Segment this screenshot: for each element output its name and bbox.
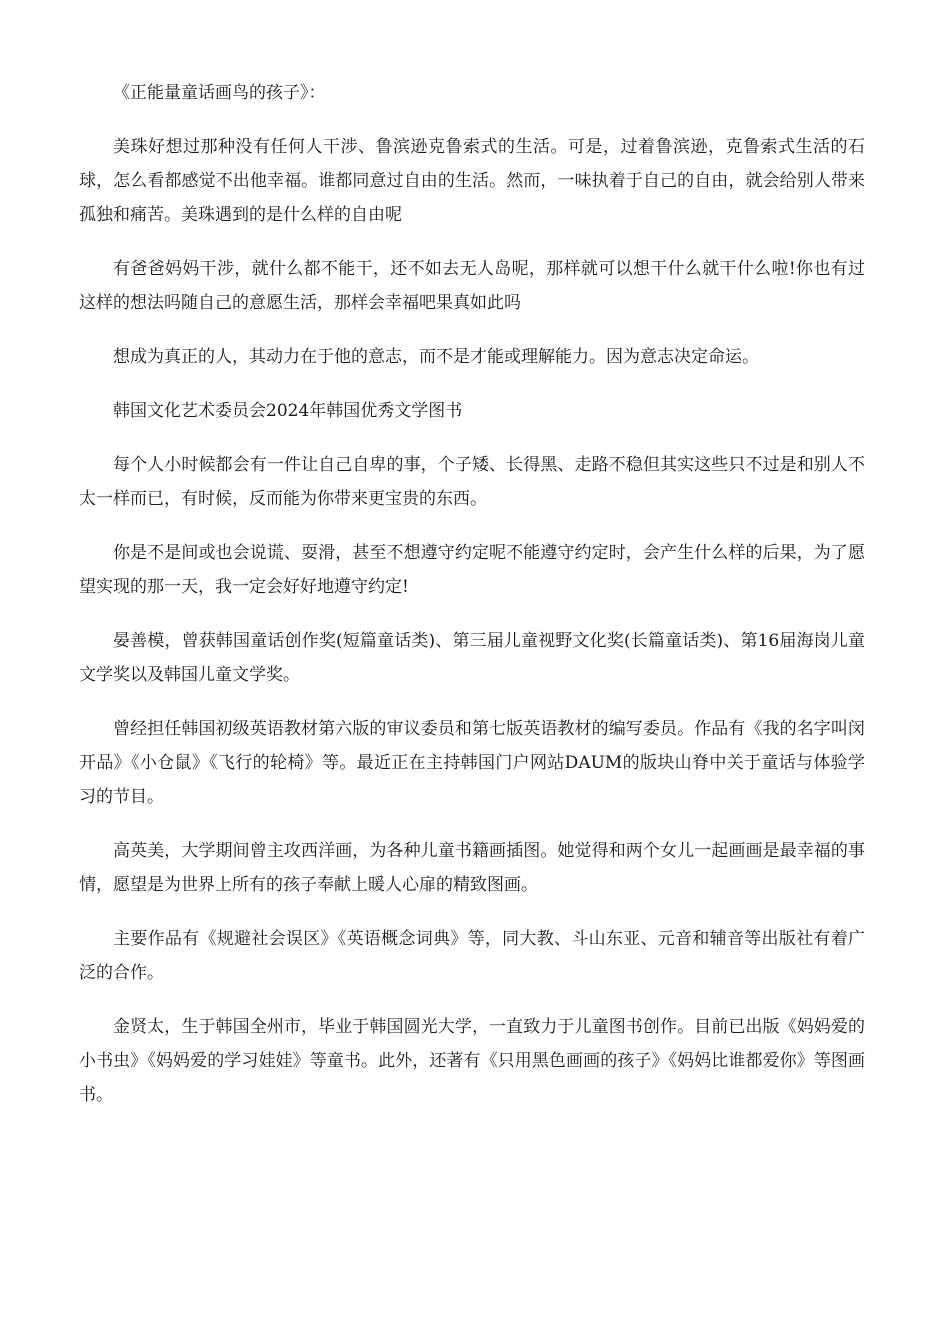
translator-bio-paragraph: 金贤太，生于韩国全州市，毕业于韩国圆光大学，一直致力于儿童图书创作。目前已出版《妈妈爱的小书虫》《妈妈爱的学习娃娃》等童书。此外，还著有《只用黑色画画的孩子》《妈妈比谁都爱你》等图画书。: [79, 1017, 865, 1105]
author-bio-paragraph: 晏善模，曾获韩国童话创作奖(短篇童话类)、第三届儿童视野文化奖(长篇童话类)、第16届海岗儿童文学奖以及韩国儿童文学奖。: [79, 631, 865, 685]
illustrator-bio-paragraph: 高英美，大学期间曾主攻西洋画，为各种儿童书籍画插图。她觉得和两个女儿一起画画是最幸福的事情，愿望是为世界上所有的孩子奉献上暖人心扉的精致图画。: [79, 841, 865, 895]
synopsis-paragraph: 想成为真正的人，其动力在于他的意志，而不是才能或理解能力。因为意志决定命运。: [113, 347, 759, 367]
document-page: [79, 76, 865, 1132]
synopsis-paragraph: 你是不是间或也会说谎、耍滑，甚至不想遵守约定呢不能遵守约定时，会产生什么样的后果，为了愿望实现的那一天，我一定会好好地遵守约定!: [79, 543, 865, 597]
book-title-line: 《正能量童话画鸟的孩子》：: [113, 83, 326, 103]
author-bio-paragraph: 曾经担任韩国初级英语教材第六版的审议委员和第七版英语教材的编写委员。作品有《我的名字叫闵开品》《小仓鼠》《飞行的轮椅》等。最近正在主持韩国门户网站DAUM的版块山脊中关于童话与体验学习的节目。: [79, 719, 865, 807]
synopsis-paragraph: 有爸爸妈妈干涉，就什么都不能干，还不如去无人岛呢，那样就可以想干什么就干什么啦!你也有过这样的想法吗随自己的意愿生活，那样会幸福吧果真如此吗: [79, 259, 865, 313]
illustrator-bio-paragraph: 主要作品有《规避社会误区》《英语概念词典》等，同大教、斗山东亚、元音和辅音等出版社有着广泛的合作。: [79, 929, 865, 983]
award-line: 韩国文化艺术委员会2024年韩国优秀文学图书: [113, 401, 463, 421]
synopsis-paragraph: 美珠好想过那种没有任何人干涉、鲁滨逊克鲁索式的生活。可是，过着鲁滨逊，克鲁索式生活的石球，怎么看都感觉不出他幸福。谁都同意过自由的生活。然而，一味执着于自己的自由，就会给别人带来孤独和痛苦。美珠遇到的是什么样的自由呢: [79, 137, 865, 225]
synopsis-paragraph: 每个人小时候都会有一件让自己自卑的事，个子矮、长得黑、走路不稳但其实这些只不过是和别人不太一样而已，有时候，反而能为你带来更宝贵的东西。: [79, 455, 865, 509]
